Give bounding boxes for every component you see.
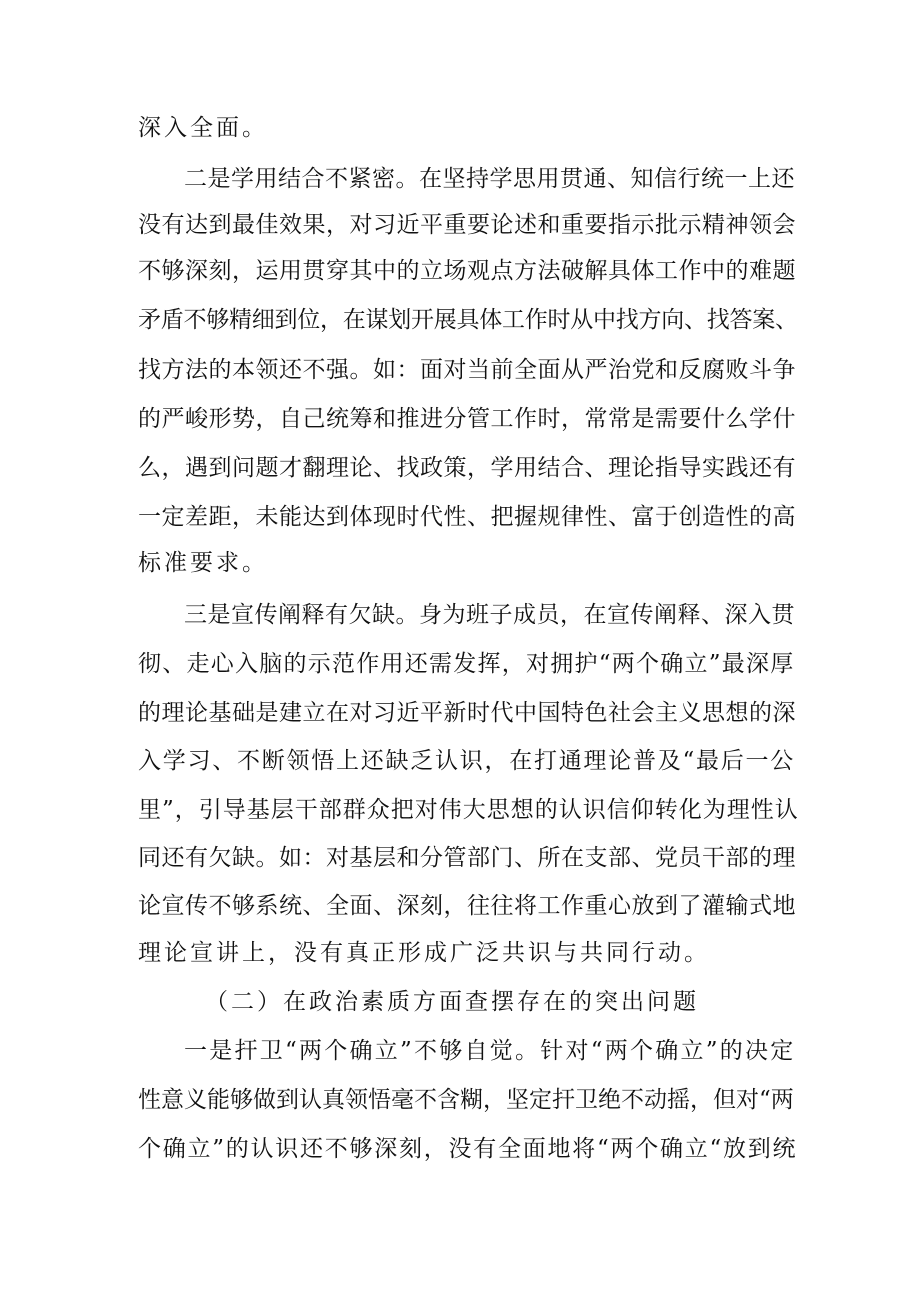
- text-line: 么，遇到问题才翻理论、找政策，学用结合、理论指导实践还有: [138, 455, 796, 481]
- text-line: 个确立”的认识还不够深刻，没有全面地将“两个确立“放到统: [138, 1136, 798, 1162]
- text-line: 入学习、不断领悟上还缺乏认识，在打通理论普及“最后一公: [138, 748, 796, 774]
- text-line: 同还有欠缺。如：对基层和分管部门、所在支部、党员干部的理: [138, 845, 796, 871]
- text-line: 找方法的本领还不强。如：面对当前全面从严治党和反腐败斗争: [138, 357, 796, 383]
- text-line: 里”，引导基层干部群众把对伟大思想的认识信仰转化为理性认: [138, 797, 799, 823]
- text-line: 三是宣传阐释有欠缺。身为班子成员，在宣传阐释、深入贯: [184, 602, 795, 628]
- text-line: 矛盾不够精细到位，在谋划开展具体工作时从中找方向、找答案、: [138, 307, 798, 333]
- text-line: 的理论基础是建立在对习近平新时代中国特色社会主义思想的深: [138, 700, 796, 726]
- text-line: 的严峻形势，自己统筹和推进分管工作时，常常是需要什么学什: [138, 406, 796, 432]
- text-line: 深入全面。: [138, 115, 268, 141]
- text-line: 一定差距，未能达到体现时代性、把握规律性、富于创造性的高: [138, 504, 796, 530]
- text-line: 不够深刻，运用贯穿其中的立场观点方法破解具体工作中的难题: [138, 258, 796, 284]
- text-line: 没有达到最佳效果，对习近平重要论述和重要指示批示精神领会: [138, 212, 796, 238]
- text-line: 一是扞卫“两个确立”不够自觉。针对“两个确立”的决定: [184, 1038, 796, 1064]
- text-line: 性意义能够做到认真领悟毫不含糊，坚定扞卫绝不动摇，但对“两: [138, 1087, 794, 1113]
- text-line: 二是学用结合不紧密。在坚持学思用贯通、知信行统一上还: [184, 166, 795, 192]
- text-line: 理论宣讲上，没有真正形成广泛共识与共同行动。: [138, 940, 710, 966]
- section-heading: （二）在政治素质方面查摆存在的突出问题: [205, 989, 699, 1015]
- text-line: 标准要求。: [138, 550, 268, 576]
- text-line: 彻、走心入脑的示范作用还需发挥，对拥护“两个确立”最深厚: [138, 651, 795, 677]
- text-line: 论宣传不够系统、全面、深刻，往往将工作重心放到了灌输式地: [138, 893, 796, 919]
